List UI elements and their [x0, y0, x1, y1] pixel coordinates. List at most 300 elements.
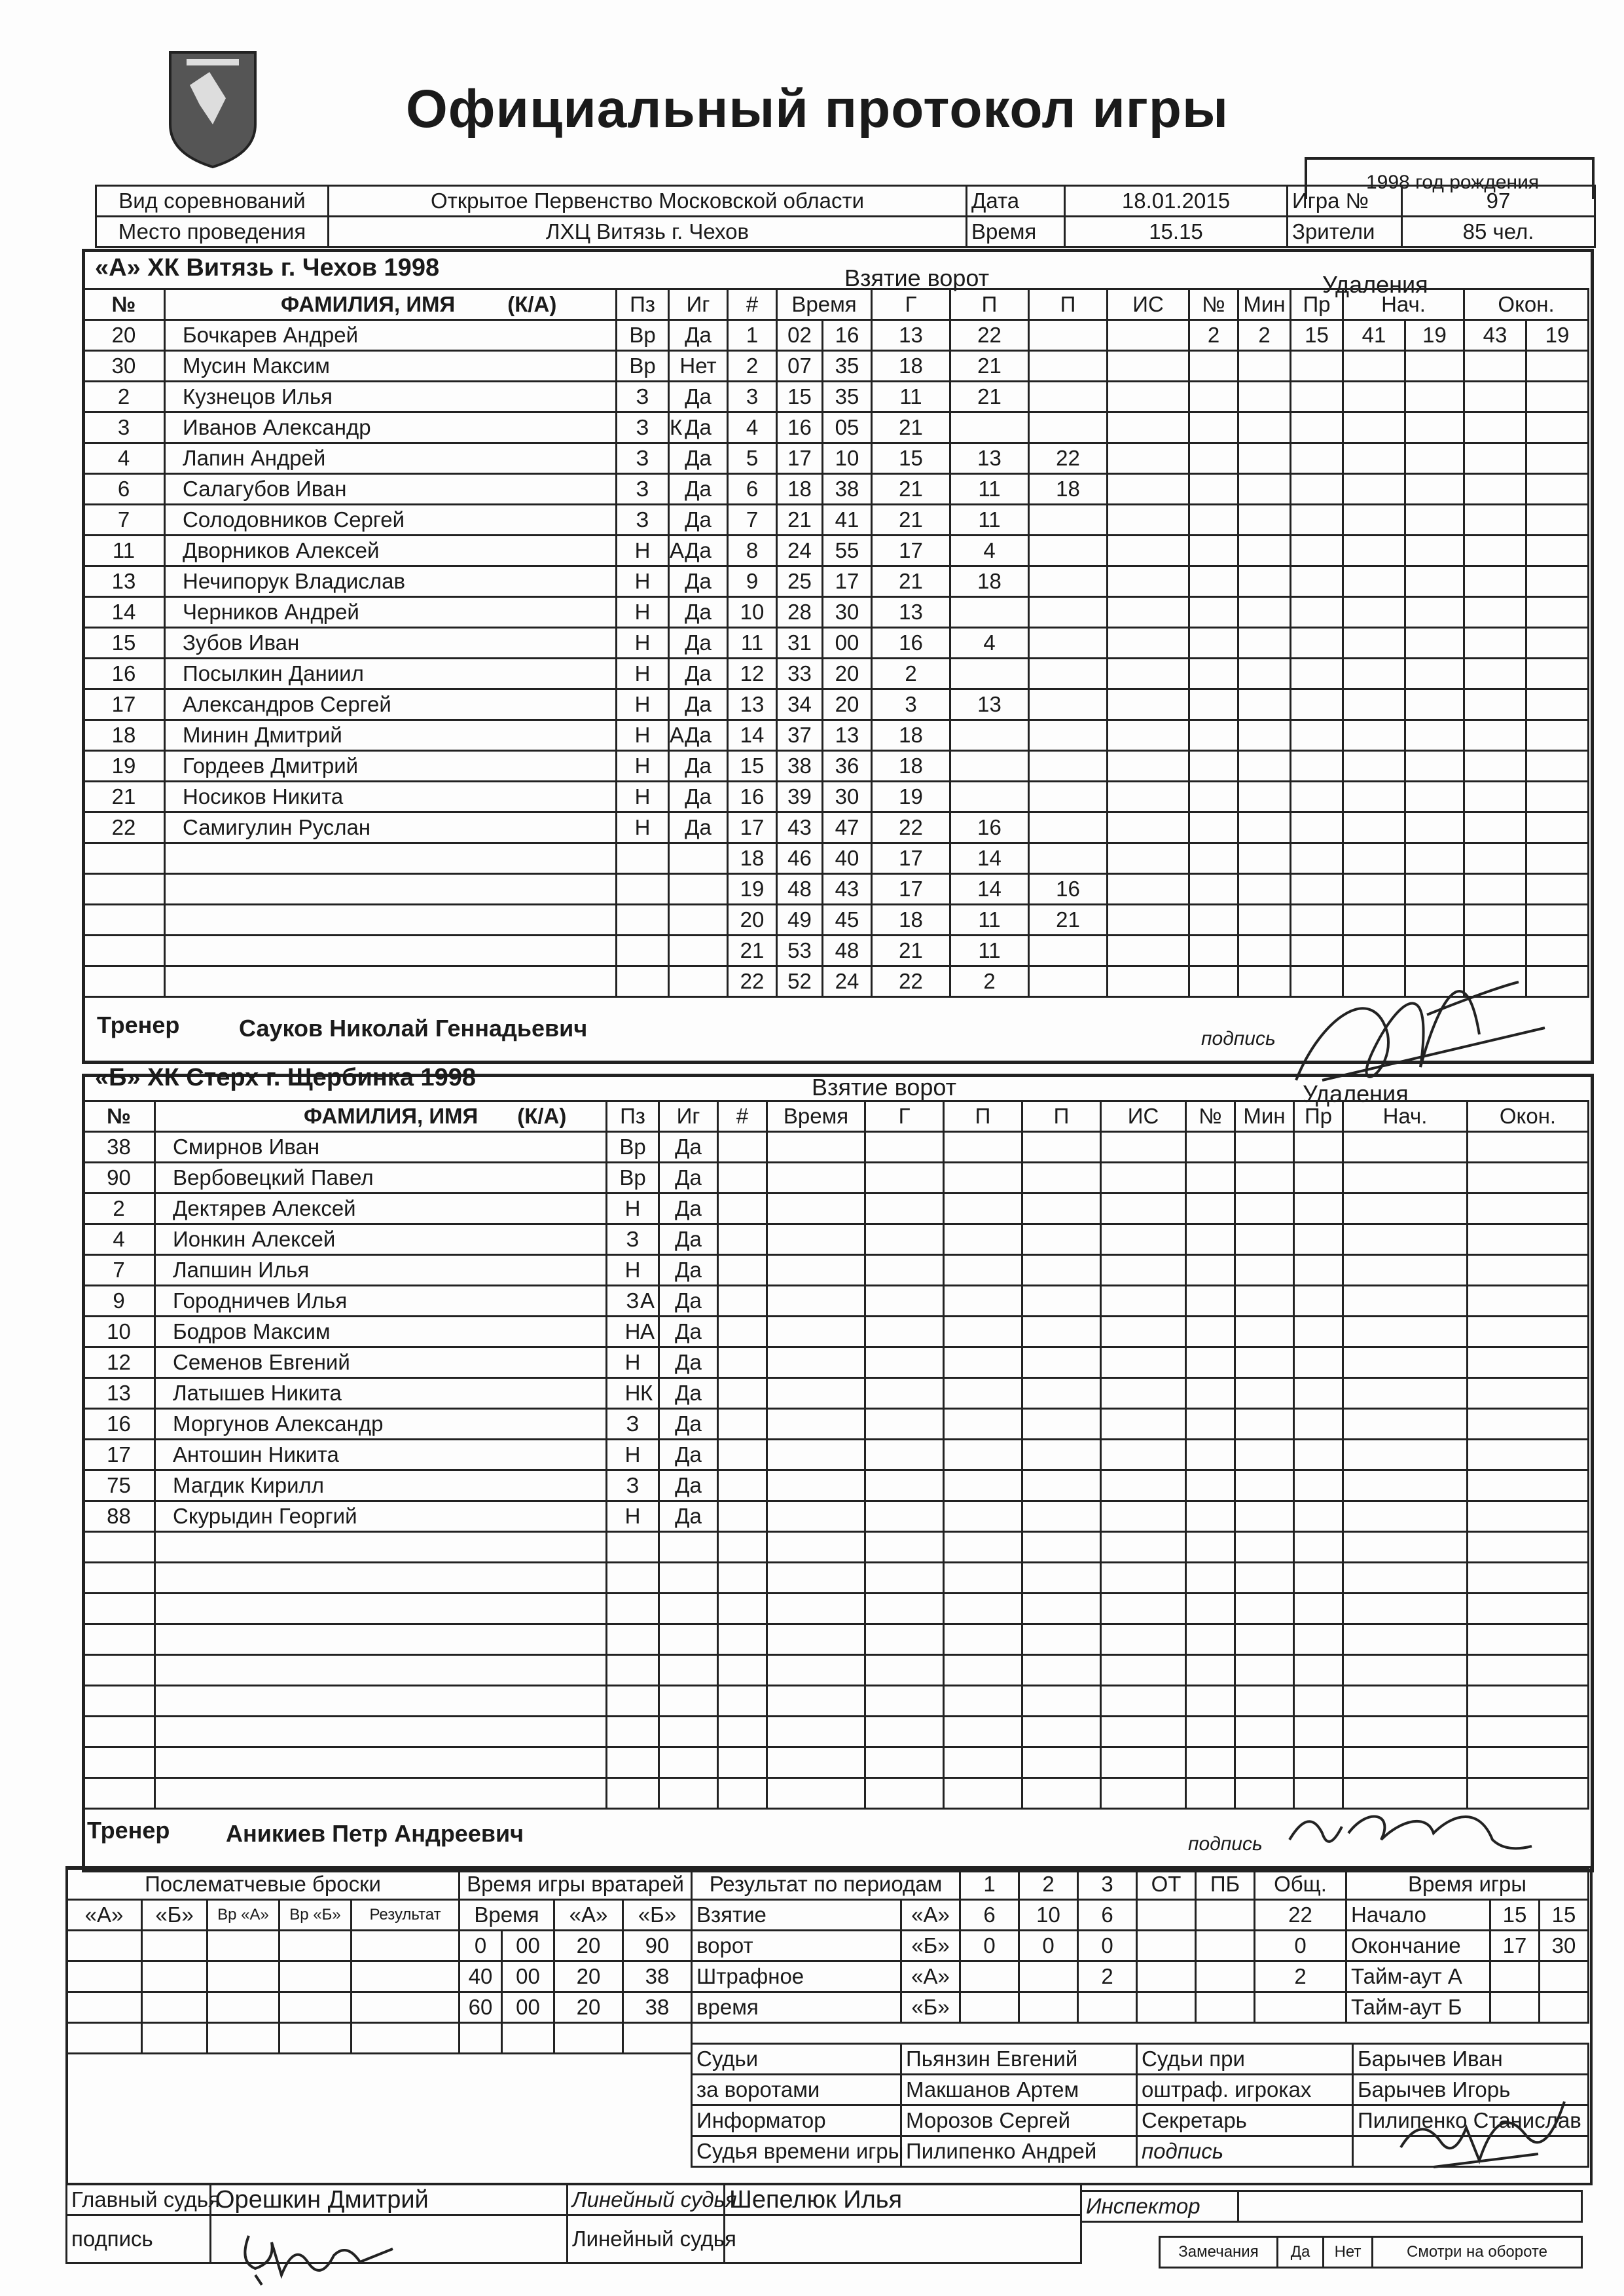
empty-cell: [1235, 1224, 1294, 1255]
goal-situation: [1108, 351, 1189, 382]
goal-row: [718, 1378, 1186, 1409]
empty-cell: [865, 1317, 944, 1347]
empty-cell: [944, 1163, 1022, 1194]
empty-cell: [1291, 874, 1343, 905]
player-name-cell: [155, 1255, 607, 1286]
goal-second: 47: [823, 812, 872, 843]
goals-col-p2: П: [1022, 1101, 1101, 1132]
empty-cell: [659, 1686, 718, 1717]
team-a-goals-rows: [728, 320, 1189, 997]
player-row: [83, 1594, 718, 1624]
empty-cell: [1189, 843, 1238, 874]
empty-cell: [1405, 536, 1464, 566]
player-name-cell: [165, 720, 685, 751]
pen-b-2: [1019, 1992, 1078, 2023]
goal-row: [718, 1501, 1186, 1532]
empty-cell: [1468, 1409, 1589, 1440]
player-row: [83, 382, 728, 412]
penalty-row: [1186, 1747, 1589, 1778]
empty-cell: [1468, 1501, 1589, 1532]
goals-label-2: ворот: [696, 1933, 753, 1958]
empty-cell: [1464, 351, 1526, 382]
empty-cell: [767, 1594, 865, 1624]
empty-cell: [1101, 1409, 1186, 1440]
goal-situation: [1108, 474, 1189, 505]
goal-situation: [1108, 628, 1189, 659]
player-played: Да: [669, 782, 728, 812]
player-row: [83, 1224, 718, 1255]
penalty-start-min: 41: [1343, 320, 1405, 351]
shootout-col-gka: Вр «А»: [208, 1900, 280, 1931]
empty-cell: [1189, 905, 1238, 936]
empty-cell: [944, 1317, 1022, 1347]
goal-assist-2: [1029, 812, 1108, 843]
empty-cell: [83, 1563, 155, 1594]
empty-cell: [1022, 1286, 1101, 1317]
player-row: [83, 443, 728, 474]
goal-scorer: 18: [872, 905, 950, 936]
gk-row: [460, 1992, 692, 2023]
gk-second: 00: [502, 1961, 554, 1992]
goal-assist-1: 2: [950, 966, 1029, 997]
player-row: [83, 1378, 718, 1409]
pen-col-start: Нач.: [1343, 1101, 1468, 1132]
empty-cell: [1294, 1747, 1343, 1778]
empty-cell: [865, 1194, 944, 1224]
shootout-table: [65, 1868, 460, 2054]
team-b-pen-rows: [1186, 1132, 1589, 1809]
inspector-value: [1238, 2191, 1582, 2222]
goal-second: 10: [823, 443, 872, 474]
empty-cell: [718, 1163, 767, 1194]
col-name-ka: [155, 1101, 607, 1132]
player-name: Семенов Евгений: [173, 1350, 350, 1374]
empty-cell: [718, 1317, 767, 1347]
empty-cell: [944, 1686, 1022, 1717]
penalty-row: [1189, 751, 1589, 782]
empty-cell: [1405, 351, 1464, 382]
player-name: Латышев Никита: [173, 1381, 342, 1405]
player-name-cell: [165, 597, 617, 628]
player-name-cell: [165, 566, 617, 597]
goal-row: [718, 1686, 1186, 1717]
goal-minute: 15: [777, 382, 823, 412]
goal-number: 13: [728, 689, 777, 720]
player-played: Да: [659, 1286, 718, 1317]
penalty-row: [1189, 474, 1589, 505]
empty-cell: [1294, 1409, 1343, 1440]
inspector-label: Инспектор: [1081, 2191, 1238, 2222]
goal-second: 45: [823, 905, 872, 936]
empty-cell: [1291, 597, 1343, 628]
empty-cell: [1022, 1686, 1101, 1717]
player-played: Да: [659, 1255, 718, 1286]
goals-a-pb: [1196, 1900, 1255, 1931]
player-name: Самигулин Руслан: [183, 815, 371, 839]
goals-col-n: #: [728, 289, 777, 320]
empty-cell: [1468, 1624, 1589, 1655]
empty-cell: [1235, 1409, 1294, 1440]
empty-cell: [165, 905, 617, 936]
empty-cell: [1294, 1194, 1343, 1224]
player-number: 88: [83, 1501, 155, 1532]
empty-cell: [1526, 751, 1589, 782]
empty-cell: [1291, 782, 1343, 812]
player-number: 11: [83, 536, 165, 566]
goal-second: 16: [823, 320, 872, 351]
penalty-row: [1186, 1194, 1589, 1224]
empty-cell: [1468, 1132, 1589, 1163]
pen-b-1: [960, 1992, 1019, 2023]
empty-cell: [1405, 474, 1464, 505]
goal-row: [718, 1532, 1186, 1563]
empty-cell: [1101, 1132, 1186, 1163]
game-no-label: Игра №: [1288, 186, 1402, 217]
empty-cell: [208, 2023, 280, 2054]
player-number: 20: [83, 320, 165, 351]
penalty-row: [1189, 812, 1589, 843]
empty-cell: [1022, 1624, 1101, 1655]
player-name: Лапин Андрей: [183, 446, 326, 470]
empty-cell: [1343, 566, 1405, 597]
penalty-reason: 15: [1291, 320, 1343, 351]
empty-cell: [1235, 1563, 1294, 1594]
gk-row: [460, 1961, 692, 1992]
empty-cell: [1343, 1501, 1468, 1532]
team-a-penalties-title: Удаления: [1322, 271, 1428, 298]
goals-a-ot: [1137, 1900, 1196, 1931]
player-captain-mark: А: [670, 538, 685, 562]
period-col-2: 2: [1019, 1869, 1078, 1900]
penalty-row: [1189, 659, 1589, 689]
empty-cell: [944, 1378, 1022, 1409]
empty-cell: [1464, 474, 1526, 505]
empty-cell: [1235, 1255, 1294, 1286]
team-a-coach-label: Тренер: [97, 1011, 180, 1038]
player-row: [83, 1347, 718, 1378]
player-position: Н: [607, 1501, 659, 1532]
empty-cell: [1101, 1470, 1186, 1501]
player-name-cell: [155, 1347, 607, 1378]
goals-b-1: 0: [960, 1931, 1019, 1961]
empty-cell: [155, 1624, 607, 1655]
goal-row: [728, 566, 1189, 597]
empty-cell: [1189, 505, 1238, 536]
empty-cell: [1291, 689, 1343, 720]
empty-cell: [1343, 1563, 1468, 1594]
empty-cell: [1405, 782, 1464, 812]
empty-cell: [1464, 812, 1526, 843]
player-row: [83, 1717, 718, 1747]
player-position: Н: [617, 812, 669, 843]
empty-cell: [718, 1532, 767, 1563]
goal-scorer: 17: [872, 874, 950, 905]
empty-cell: [1291, 382, 1343, 412]
empty-cell: [944, 1194, 1022, 1224]
goals-col-n: #: [718, 1101, 767, 1132]
player-position: Н: [617, 536, 669, 566]
empty-cell: [1526, 628, 1589, 659]
spectators-label: Зрители: [1288, 217, 1402, 247]
player-row: [83, 566, 728, 597]
start-label: Начало: [1346, 1900, 1490, 1931]
empty-cell: [944, 1501, 1022, 1532]
goal-row: [728, 536, 1189, 566]
goal-second: 20: [823, 689, 872, 720]
goal-row: [718, 1655, 1186, 1686]
end-m: 30: [1540, 1931, 1589, 1961]
goal-number: 14: [728, 720, 777, 751]
player-row: [83, 1655, 718, 1686]
goal-second: 40: [823, 843, 872, 874]
competition-label: Вид соревнований: [96, 186, 329, 217]
empty-cell: [659, 1747, 718, 1778]
empty-cell: [1343, 1255, 1468, 1286]
goal-row: [728, 505, 1189, 536]
secretary-label: Секретарь: [1137, 2105, 1353, 2136]
empty-cell: [1235, 1655, 1294, 1686]
penalty-row: [1186, 1378, 1589, 1409]
player-played: Да: [669, 536, 728, 566]
goal-situation: [1108, 412, 1189, 443]
player-name: Смирнов Иван: [173, 1135, 320, 1159]
empty-cell: [1464, 659, 1526, 689]
col-played: Иг: [669, 289, 728, 320]
empty-cell: [718, 1470, 767, 1501]
team-b-coach: Аникиев Петр Андреевич: [226, 1820, 524, 1847]
team-a-title: «А» ХК Витязь г. Чехов 1998: [95, 254, 440, 282]
penalty-row: [1186, 1224, 1589, 1255]
empty-cell: [607, 1594, 659, 1624]
empty-cell: [1405, 382, 1464, 412]
empty-cell: [767, 1717, 865, 1747]
empty-cell: [1235, 1347, 1294, 1378]
empty-cell: [1294, 1501, 1343, 1532]
empty-cell: [1343, 1163, 1468, 1194]
player-played: Да: [659, 1501, 718, 1532]
empty-cell: [1189, 812, 1238, 843]
start-m: 15: [1540, 1900, 1589, 1931]
empty-cell: [1464, 443, 1526, 474]
penalty-row: [1186, 1594, 1589, 1624]
player-name: Черников Андрей: [183, 600, 359, 624]
player-row: [83, 351, 728, 382]
empty-cell: [1189, 628, 1238, 659]
empty-cell: [623, 2023, 692, 2054]
goals-col-time: Время: [777, 289, 872, 320]
empty-cell: [1405, 720, 1464, 751]
empty-cell: [83, 966, 165, 997]
pen-col-pr: Пр: [1291, 289, 1343, 320]
empty-cell: [1294, 1163, 1343, 1194]
goal-row: [718, 1255, 1186, 1286]
player-position: Н: [607, 1347, 659, 1378]
empty-cell: [1343, 782, 1405, 812]
shootout-col-a: «А»: [67, 1900, 142, 1931]
goal-assist-2: [1029, 566, 1108, 597]
goal-second: 55: [823, 536, 872, 566]
player-played: Да: [669, 628, 728, 659]
empty-cell: [1235, 1286, 1294, 1317]
goal-assist-2: [1029, 936, 1108, 966]
empty-cell: [767, 1224, 865, 1255]
informer-label: Информатор: [692, 2105, 901, 2136]
empty-cell: [1022, 1440, 1101, 1470]
period-col-3: 3: [1078, 1869, 1137, 1900]
goal-scorer: 21: [872, 566, 950, 597]
empty-cell: [718, 1717, 767, 1747]
player-name-cell: [165, 443, 617, 474]
empty-cell: [944, 1778, 1022, 1809]
player-played: Да: [659, 1347, 718, 1378]
player-position: З: [617, 474, 669, 505]
empty-cell: [767, 1532, 865, 1563]
empty-cell: [1294, 1470, 1343, 1501]
empty-cell: [865, 1624, 944, 1655]
empty-cell: [165, 843, 617, 874]
goals-col-p1: П: [944, 1101, 1022, 1132]
goal-assist-1: 4: [950, 536, 1029, 566]
player-name-cell: [155, 1132, 607, 1163]
empty-cell: [1101, 1286, 1186, 1317]
goal-second: 48: [823, 936, 872, 966]
player-position: З: [607, 1409, 659, 1440]
player-played: Да: [669, 597, 728, 628]
penalty-judges-label-2: оштраф. игроках: [1137, 2075, 1353, 2105]
player-captain-mark: К: [670, 415, 683, 439]
empty-cell: [1022, 1409, 1101, 1440]
empty-cell: [944, 1132, 1022, 1163]
goal-row: [718, 1624, 1186, 1655]
goals-col-g: Г: [865, 1101, 944, 1132]
col-played: Иг: [659, 1101, 718, 1132]
player-name-cell: [165, 812, 617, 843]
player-position: Н: [607, 1378, 659, 1409]
empty-cell: [83, 1778, 155, 1809]
empty-cell: [1294, 1378, 1343, 1409]
goal-row: [718, 1224, 1186, 1255]
goal-scorer: 21: [872, 412, 950, 443]
empty-cell: [1464, 689, 1526, 720]
empty-cell: [1235, 1194, 1294, 1224]
empty-cell: [1294, 1624, 1343, 1655]
goal-minute: 02: [777, 320, 823, 351]
team-b-rows: [83, 1132, 718, 1809]
empty-cell: [617, 966, 669, 997]
chief-referee-label: Главный судья: [67, 2185, 211, 2215]
page-title: Официальный протокол игры: [406, 79, 1229, 139]
goal-situation: [1108, 443, 1189, 474]
empty-cell: [1186, 1655, 1235, 1686]
goal-row: [728, 874, 1189, 905]
empty-cell: [1186, 1686, 1235, 1717]
empty-cell: [1468, 1594, 1589, 1624]
goal-assist-1: [950, 751, 1029, 782]
player-number: 13: [83, 566, 165, 597]
pen-a-1: [960, 1961, 1019, 1992]
player-played: Нет: [669, 351, 728, 382]
gk-minute: 40: [460, 1961, 502, 1992]
empty-cell: [865, 1686, 944, 1717]
goal-situation: [1108, 382, 1189, 412]
empty-cell: [1101, 1317, 1186, 1347]
footer-sign-label: подпись: [1137, 2136, 1353, 2167]
empty-cell: [1291, 536, 1343, 566]
empty-cell: [83, 1655, 155, 1686]
empty-cell: [1022, 1594, 1101, 1624]
empty-cell: [1189, 536, 1238, 566]
league-logo: [164, 46, 262, 170]
empty-cell: [1540, 1961, 1589, 1992]
empty-cell: [1468, 1532, 1589, 1563]
penalty-row: [1186, 1286, 1589, 1317]
player-name-cell: [165, 382, 617, 412]
player-played: Да: [669, 505, 728, 536]
penalty-row: [1186, 1501, 1589, 1532]
game-time-table: [1345, 1868, 1589, 2024]
team-b-title: «Б» ХК Стерх г. Щербинка 1998: [95, 1064, 477, 1091]
goal-situation: [1108, 505, 1189, 536]
player-position: Н: [617, 628, 669, 659]
empty-cell: [865, 1747, 944, 1778]
goal-number: 6: [728, 474, 777, 505]
empty-cell: [1468, 1286, 1589, 1317]
player-name-cell: [155, 1409, 607, 1440]
empty-cell: [1101, 1778, 1186, 1809]
player-number: 10: [83, 1317, 155, 1347]
empty-cell: [1343, 659, 1405, 689]
goal-assist-2: [1029, 782, 1108, 812]
empty-cell: [1343, 1286, 1468, 1317]
goal-minute: 17: [777, 443, 823, 474]
goal-row: [728, 412, 1189, 443]
empty-cell: [1291, 474, 1343, 505]
empty-cell: [659, 1532, 718, 1563]
goals-a-2: 10: [1019, 1900, 1078, 1931]
empty-cell: [1526, 566, 1589, 597]
empty-cell: [1343, 1470, 1468, 1501]
empty-cell: [1022, 1717, 1101, 1747]
empty-cell: [1294, 1532, 1343, 1563]
penalty-row: [1189, 505, 1589, 536]
empty-cell: [1526, 505, 1589, 536]
player-row: [83, 843, 728, 874]
player-row: [83, 1624, 718, 1655]
player-played: Да: [659, 1194, 718, 1224]
goal-second: 35: [823, 382, 872, 412]
date-value: 18.01.2015: [1065, 186, 1288, 217]
empty-cell: [1186, 1224, 1235, 1255]
empty-cell: [1101, 1255, 1186, 1286]
empty-cell: [1022, 1532, 1101, 1563]
player-name: Магдик Кирилл: [173, 1473, 325, 1497]
see-back: Смотри на обороте: [1373, 2237, 1582, 2268]
empty-cell: [767, 1501, 865, 1532]
empty-cell: [67, 1931, 142, 1961]
empty-cell: [1022, 1132, 1101, 1163]
goals-b-pb: [1196, 1931, 1255, 1961]
goal-row: [728, 689, 1189, 720]
goal-judges-label-2: за воротами: [692, 2075, 901, 2105]
empty-cell: [1291, 659, 1343, 689]
empty-cell: [617, 905, 669, 936]
pen-label-2: время: [696, 1995, 759, 2019]
empty-cell: [1235, 1163, 1294, 1194]
empty-cell: [1189, 782, 1238, 812]
pen-a-2: [1019, 1961, 1078, 1992]
goal-assist-1: 21: [950, 382, 1029, 412]
goal-scorer: 22: [872, 966, 950, 997]
